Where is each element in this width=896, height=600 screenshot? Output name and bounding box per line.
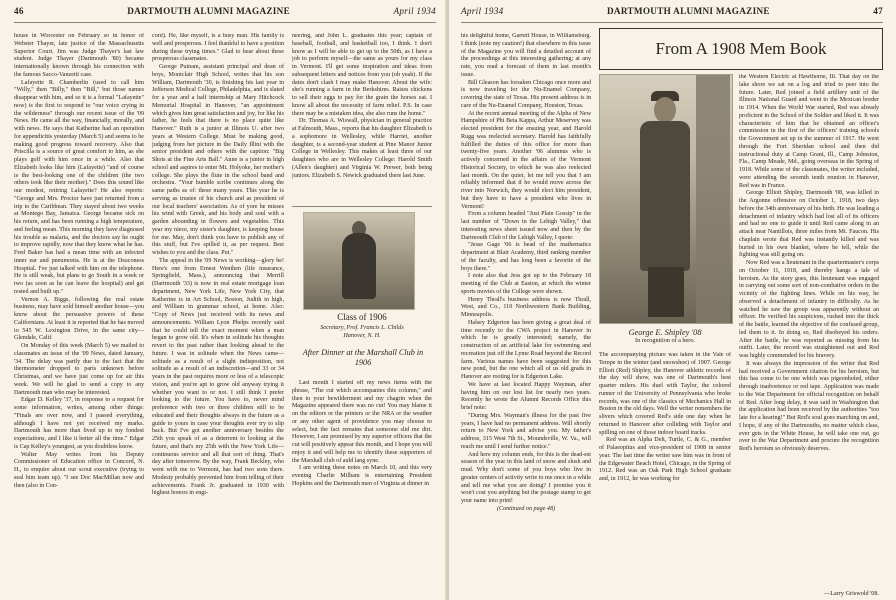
paragraph: Henry Thrall's business address is now Thrall, West, and Co., 110 Northwestern Bank Building, Minneapolis. (461, 296, 591, 318)
mem-book-title-box (599, 28, 883, 70)
marshall-club-photo (303, 212, 415, 310)
paragraph: "During Mrs. Wayman's illness for the past five years, I have had no permanent address. Will shortly return to New York and advise you. My father's address, 315 West 7th St., Moundsville, W. Va., will reach me until I send further notice." (461, 412, 591, 450)
shipley-dedication: In recognition of a hero. (635, 337, 695, 344)
paragraph: On Monday of this week (March 5) we mailed to classmates an issue of the '09 News, dated January, '34. The delay was partly due to the fact that the thermometer dropped to parts unknown before Christmas, and we have just come up for air this week. We will be glad to send a copy to any Dartmouth man who may be interested. (14, 343, 144, 396)
left-column-3-top (292, 33, 432, 208)
author-signature: —Larry Griswold '08. (824, 590, 879, 597)
left-page (0, 0, 447, 600)
right-head-rule (461, 22, 883, 23)
paragraph: It was always the impression of the writer that Red had received a Government citation for his heroism, but this has come to be one which was pigeonholed, either through inadvertence or red tape. Application was made to the War Department for official recognition on behalf of Red. After long delay, it was said in Washington that the application had been received by the authorities "too late for a hearing!" But Red's soul goes marching on and, I hope, if any of the Dartmouths, no matter which class, ever gets in the White House, he will take one out, go over to the War Department and procure the recognition Red's heroism so obviously deserves. (739, 360, 879, 452)
marshall-club-caption: After Dinner at the Marshall Club in 1906 (302, 348, 424, 367)
paragraph: George Elliott Shipley, Dartmouth '08, was killed in the Argonne offensive on October 1, 1918, two days before the 34th anniversary of his birth. He was leading a detachment of infantry which had lost all of its officers and had no one to guide it until Red came along in an attack near Nantillois, three miles from Mt. Faucon. His chaplain wrote that Red was instantly killed and was buried in his own blanket, where he fell, while the fighting was still going on. (739, 190, 879, 259)
class-secretary: Secretary, Prof. Francis L. Childs (320, 324, 404, 331)
right-page (449, 0, 896, 600)
paragraph: Vernon A. Biggs, following the real estate business, may have sold himself another house—you know about the persuasive powers of these Californians. At least it is reported that he has moved to 545 W. Lexington Drive, in the same city—Glendale, Calif. (14, 296, 144, 342)
paragraph: Edgar D. Kelley '37, in response to a request for some information, writes, among other things: "Finals are over now, and I passed everything, although I have not yet received my marks. Dartmouth has more than lived up to my fondest expectations, and I like it better all the time." Edgar is Cap Kelley's youngest, as you doubtless know. (14, 397, 144, 450)
paragraph: We have at last located Happy Wayman, after having him on our lost list for nearly two years. Recently he wrote the Alumni Records Office this brief note: (461, 381, 591, 411)
paragraph: George Putnam, assistant principal and dean of boys, Montclair High School, writes that his son William, Dartmouth '30, is finishing his last year in Jefferson Medical College, Philadelphia, and is slated for a year and a half internship at Mary Hitchcock Memorial Hospital in Hanover, "an appointment which gives him great satisfaction and joy, for like his father, he feels that there is no place quite like Hanover." Ruth is a junior at Illinois U. after two years at Western College. Must be making good, judging from her picture in the Daily Illini with the senior president and others with the caption: "Big Shots at the Fine Arts Ball." Anne is a junior in high school and aspires to enter Mt. Holyoke, her mother's college. She plays the flute in the school band and orchestra. "Your humble scribe continues along the same paths as of: these many years. This year he is serving as trustee of his church and as president of our local teachers' association. As of yore he misses his wind with Greek, and his body and soul with a garden abounding in flowers and vegetables. This year my niece, my sister's daughter, is keeping house for me. May, don't think you have to publish any of this stuff, but I've spilled it, as per request. Best wishes to you and the class. Put." (152, 64, 284, 256)
paragraph: Halsey Edgerton has been giving a great deal of time recently to the CWA project in Hanover in which he is greatly interested; namely, the construction of an artificial lake for swimming and recreation just off the Lyme Road beyond the Record farm. Various names have been suggested for this new pond, but the one which all of us old grads in Hanover are rooting for is Edgerton Lake. (461, 319, 591, 380)
right-page-number: 47 (873, 6, 883, 16)
class-heading (292, 312, 432, 340)
left-issue-date: April 1934 (393, 6, 436, 16)
left-column-1 (14, 33, 144, 593)
paragraph: Lafayette R. Chamberlin (used to call him "Willy," then "Billy," then "Bill," but those names disappear with him, and so it is a formal "Lafayette" now) is the first to respond to "our voice crying in the wilderness" through our recent issue of the '09 News. He came all the way, financially, morally, and with news. He says that Katherine had an operation for appendicitis yesterday (March 5) and seems to be making good progress toward recovery. Also that Priscilla is a source of great comfort to him, as she plays golf with him once in a while. Also that Elizabeth looks like him (Lafayette) "and of course is the best-looking one of the children (the two others took like their mother)." Does this sound like our modest, retiring Lafayette? He also reports: "George and Mrs. Proctor have just returned from a trip to the Caribbean. They stayed about two weeks at Montego Bay, Jamaica. George became sick on his return, and has been running a high temperature, and feeling mean. This morning they have diagnosed his trouble as malaria, and the doctors say he ought to improve rapidly, now that they know what he has. Fred Baker has had a mean time with an infected inner ear and pneumonia. He is at the Deaconess Hospital. I've just talked with him on the telephone. He is still weak, but plans to go South in a week or two (as soon as he can leave the hospital) and get rested and built up." (14, 79, 144, 295)
paragraph: The accompanying picture was taken in the Vale of Tempe in the winter (and snowshoe) of 1907. George Elliott (Red) Shipley, the Hanover athletic records of the day will show, was one of Dartmouth's best quarter milers. His duel with Taylor, the colored runner of the University of Pennsylvania who broke records, was one of the classics of Mechanics Hall in Boston in the old days. Well the writer remembers the slivers which covered Red's side one day when he returned to Hanover after colliding with Taylor and spilling on one of those indoor board tracks. (599, 352, 731, 436)
paragraph: I am writing these notes on March 10, and this very evening Charlie Milham is entertaining President Hopkins and the Dartmouth men of Virginia at dinner in (292, 465, 432, 487)
right-column-2-bottom (599, 352, 731, 592)
shipley-name: George E. Shipley '08 (628, 328, 702, 337)
paragraph: Red was an Alpha Delt, Turtle, C. & G., member of Palaeopitus and vice-president of 1908 in senior year. The last time the writer saw him was in front of the Edgewater Beach Hotel, Chicago, in the Spring of 1912. Red was an Oak Park High School graduate and, in 1912, he was working for (599, 437, 731, 482)
paragraph: Now Red was a lieutenant in the quartermaster's corps on October 11, 1918, and thereby hangs a tale of heroism. As the story goes, this lieutenant was engaged in carrying out some sort of non-combative orders in the vicinity of the fighting lines. While on his way, he observed a detachment of infantry in difficulty. As he watched he saw the group was apparently without an officer. He verified his suspicions, rushed into the thick of the battle, learned the objective of the confused group, led them to it. In doing so, Red disobeyed his orders. After the battle, he was reported as missing from his outfit. Later, the record was straightened out and Red was highly commended for his bravery. (739, 260, 879, 359)
paragraph: Dr. Thomas A. Wiswall, physician in general practice at Falmouth, Mass., reports that his daughter Elizabeth is a sophomore in Wellesley, while Harriet, another daughter, is a second-year student at Pine Manor Junior College in Wellesley. This makes at least three of our daughters who are in Wellesley College: Harold Smith (Allen's daughter) and Virginia W. Prewer, both being juniors. Elizabeth S. Newick graduated there last June. (292, 118, 432, 179)
class-rule (292, 206, 432, 207)
class-address: Hanover, N. H. (343, 331, 381, 339)
paragraph: house in Worcester on February so in honor of Webster Thayer, late justice of the Massachusetts Superior Court. Jim was Judge Thayer's last law student. Judge Thayer (Dartmouth '80) became internationally known through his connection with the famous Sacco-Vanzetti case. (14, 33, 144, 78)
shipley-photo (599, 74, 733, 324)
paragraph: And here my column ends, for this is the dead-est season of the year in this land of snow and slush and mud. Why don't some of you boys who live in greater centers of activity write to me once in a while and tell me what you are doing? I promise you it won't cost you anything but the postage stamp to get your name into print! (461, 451, 591, 504)
right-column-3 (739, 74, 879, 590)
paragraph: Walter May writes from his Deputy Commissioner of Education office in Concord, N. H., to enquire about our scout executive (trying to seal him team up). "I see Doc MacMillan now and then (also in Con- (14, 451, 144, 489)
left-page-number: 46 (14, 6, 24, 16)
right-magazine-title: DARTMOUTH ALUMNI MAGAZINE (606, 6, 770, 16)
paragraph: "Jesse Gage '06 is head of the mathematics department at Blair Academy, third ranking member of the faculty, and has long been a favorite of the boys there." (461, 242, 591, 272)
left-magazine-title: DARTMOUTH ALUMNI MAGAZINE (127, 6, 291, 16)
paragraph: The appeal in the '09 News is working—glory be! Here's one from Ernest Wenthen (life insurance, Springfield, Mass.), announcing that Merrill (Dartmouth '33) is now in real estate mortgage loan department, New York Life, New York City, that Katherine is in Art School, Boston, Judith in high, and William in grammar school, at home. Also: "Copy of News just received with its news and announcements. William Lyon Phelps recently said that he could tell the exact moment when a man began to grow old. It's when in solitude his thoughts revert to the past rather than looking ahead to the future. I was in solitude when the News came—solitude as a result of a slight indisposition, not solitude as a result of an indiscretion—and 33 or 34 years in the past requires more or less of a telescopic vision, and you're apt to grow old anyway trying it whether you want to or not. I still think I prefer looking to the future. You have to, never mind preference with two or three children still to be educated and their thoughts always in the future as a guide to yours in case your thoughts ever try to slip back. But I've got another anniversary besides the 25th you speak of as a deterrent to looking at the future, and that's my 25th with the New York Life—continuous service and all that sort of thing. That's day after tomorrow. By the way, Frank Beckley, who went with me to Vermont, has had two sons there. Modesty probably prevented him from telling of their achievements. Frank Jr. graduated in 1930 with highest honors in engi- (152, 257, 284, 497)
left-column-2 (152, 33, 284, 593)
left-head-rule (14, 22, 436, 23)
paragraph: I note also that Jess got up to the February 18 meeting of the Club at Easton, at which the winter sports movies of the College were shown. (461, 273, 591, 295)
paragraph: neering, and John L. graduates this year; captain of baseball, football, and basketball too, I think. I don't know as I will be able to get up to the 50th, as I have a job to perform myself—the same as yours for my class in Vermont. I'll get some inspiration and ideas from subsequent letters and notices from you (oh yeah). If the dates don't clash I may make Hanover. About the wife: she's running a farm in the Berkshires. Raises chickens to sell their eggs to pay for the grain the horses eat. I know all about the necessity of farm relief. P.S. In case there may be a mistaken idea, she also runs the home." (292, 33, 432, 117)
left-column-3-bottom (292, 380, 432, 593)
left-running-head (14, 6, 436, 16)
paragraph: cord). He, like myself, is a busy man. His family is well and prosperous. I feel thankful to have a position during these trying times." Glad to hear about these prosperous classmates. (152, 33, 284, 63)
paragraph: the Western Electric at Hawthorne, Ill. That day on the lake shore we sat on a log and tried to peer into the future. Later, Red joined a field artillery unit of the Illinois National Guard and went to the Mexican border in 1914. When the World War started, Red was already proficient in the School of the Soldier and liked it. It was characteristic of him that he obtained an officer's commission in the first of the officers' training schools the Government set up in the summer of 1917. He went through the Fort Sheridan school and then did instructional duty at Camp Grant, Ill., Camp Johnston, Fla., Camp Meade, Md., going overseas in the Spring of 1918. While some of the classmates, the writer included, were attending the seventh tenth reunion in Hanover, Red was in France. (739, 74, 879, 189)
paragraph: From a column headed "Just Plain Gossip" in the last number of "Down in the Lehigh Valley," that interesting news sheet issued now and then by the Dartmouth Club of the Lehigh Valley, I quote: (461, 211, 591, 241)
right-running-head (461, 6, 883, 16)
mem-book-title: From A 1908 Mem Book (655, 39, 827, 58)
paragraph: his delightful home, Garrett House, in Williamsburg. I think (note my caution!) that elsewhere in this issue of the Magazine you will find a detailed account of the proceedings at this interesting gathering; at any rate, you read a forecast of them in last month's issue. (461, 33, 591, 78)
right-column-1 (461, 33, 591, 593)
paragraph: At the recent annual meeting of the Alpha of New Hampshire of Phi Beta Kappa, Arthur Meservey was elected president for the ensuing year, and Harold Rugg was reelected secretary. Harold has faithfully fulfilled the duties of this office for more than twenty-five years. Another '06 alumnus who is actively concerned in the affairs of the Vermont Historical Society, to which he was also reelected last month. On the quiet, let me tell you that I am reliably informed that if he would move across the river into Norwich, they would elect him president, but they have to have a president who lives in Vermont! (461, 110, 591, 210)
right-issue-date: April 1934 (461, 6, 504, 16)
paragraph: Last month I started off my news items with the phrase, "The cut which accompanies this column," and then to your bewilderment and my chagrin when the Magazine appeared there was no cut! You may blame it on the editors or the printers or the NRA or the weather or any other agent of providence you may choose to select, but the fact remains that someone slid me dirt. However, I am promised by my superior officers that the cut will positively appear this month, and I hope you will enjoy it and will help me to identify these supporters of the Marshall club of auld lang syne. (292, 380, 432, 464)
paragraph: Bill Gleason has forsaken Chicago once more and is now traveling for the Nu-Enamel Company, covering the state of Texas. His present address is in care of the Nu-Enamel Company, Houston, Texas. (461, 79, 591, 109)
shipley-caption (599, 328, 731, 344)
continued-note: (Continued on page 48) (496, 505, 556, 512)
class-title: Class of 1906 (337, 312, 387, 322)
